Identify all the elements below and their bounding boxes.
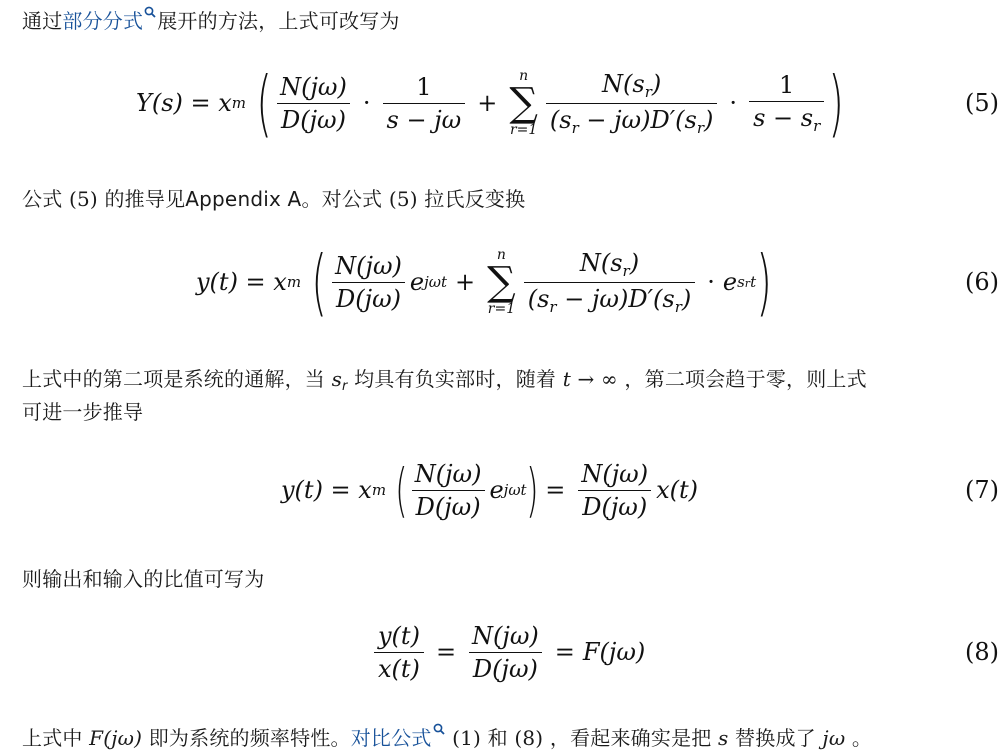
eq5-sum-sym: ∑ xyxy=(509,80,538,126)
eq5-frac2-den: s − jω xyxy=(383,103,466,134)
eq5-frac4-den xyxy=(749,101,824,135)
compare-formula-link[interactable]: 对比公式 xyxy=(350,726,432,750)
eq5-f3-den-a: (s xyxy=(549,105,572,134)
eq7-exp-base: e xyxy=(489,476,504,504)
eq8-equals1: = xyxy=(435,638,457,666)
eq5-frac4 xyxy=(749,71,824,135)
eq5-left-paren: ( xyxy=(256,61,272,145)
eq5-f3-den-end: ) xyxy=(704,105,714,134)
eq7-frac1-den: D(jω) xyxy=(412,490,485,521)
eq5-f4-den-sub: r xyxy=(813,117,821,135)
intro-suffix: 展开的方法，上式可改写为 xyxy=(157,9,400,33)
para2-ref2: (5) xyxy=(388,187,418,211)
para5-f: 替换成了 xyxy=(728,726,823,750)
equation-6 xyxy=(0,236,1007,328)
eq7-frac1-num: N(jω) xyxy=(414,459,482,488)
eq5-frac1-den: D(jω) xyxy=(277,103,350,134)
eq6-e2-exp-sub: r xyxy=(744,277,751,290)
eq6-sum-sym: ∑ xyxy=(487,259,516,305)
eq6-e2-exp-b: t xyxy=(750,273,757,291)
eq6-frac1-den: D(jω) xyxy=(332,282,405,313)
eq5-frac1 xyxy=(276,73,351,134)
eq7-equals: = xyxy=(545,476,566,504)
eq5-f4-den-a: s − s xyxy=(753,104,814,132)
eq6-e2-base: e xyxy=(722,268,738,296)
para5-b: 即为系统的频率特性。 xyxy=(142,726,351,750)
eq6-frac2-num xyxy=(576,249,643,282)
paragraph-general-solution-line2 xyxy=(22,398,143,426)
equation-5 xyxy=(0,58,1007,148)
eq7-left-paren: ( xyxy=(395,456,408,524)
eq6-f3-num-sub: r xyxy=(622,261,630,280)
eq5-sum-bot: r=1 xyxy=(509,122,538,138)
para2-ref1: (5) xyxy=(68,187,98,211)
para3-limit: t → ∞ xyxy=(562,367,618,391)
eq6-sum-top: n xyxy=(496,247,506,263)
eq6-f3-den-end: ) xyxy=(681,284,692,313)
eq5-frac3-num xyxy=(598,70,665,103)
paragraph-frequency xyxy=(22,724,872,752)
para5-g: 。 xyxy=(845,726,873,750)
para4-text: 则输出和输入的比值可写为 xyxy=(22,567,265,591)
eq8-tail: F(jω) xyxy=(582,638,646,666)
paragraph-intro xyxy=(22,7,400,35)
eq6-frac2-den xyxy=(524,282,696,316)
search-icon[interactable] xyxy=(144,8,156,20)
eq6-e2-exp-a: s xyxy=(737,273,745,291)
eq5-lhs: Y(s) = x xyxy=(136,89,232,117)
para2-text1: 公式 xyxy=(22,187,69,211)
eq6-sum xyxy=(487,248,516,316)
partial-fraction-link[interactable]: 部分分式 xyxy=(62,9,144,33)
eq6-f3-den-mid: − jω)D′(s xyxy=(556,284,675,313)
eq6-number: (6) xyxy=(965,268,999,296)
para5-e: ，看起来确实是把 xyxy=(543,726,719,750)
eq7-frac2 xyxy=(577,460,652,521)
para5-d: 和 xyxy=(481,726,515,750)
eq6-e2-exp xyxy=(737,273,756,291)
eq7-frac2-num: N(jω) xyxy=(581,459,649,488)
eq6-right-paren: ) xyxy=(756,240,772,324)
eq6-left-paren: ( xyxy=(311,240,327,324)
eq8-frac1-den: x(t) xyxy=(374,652,424,683)
eq5-f3-num-sub: r xyxy=(644,82,652,101)
eq5-frac4-num: 1 xyxy=(779,71,795,99)
eq5-frac2-num: 1 xyxy=(416,72,432,101)
eq6-exp-base: e xyxy=(409,268,425,296)
eq8-frac2-num: N(jω) xyxy=(472,621,539,650)
eq7-lhs: y(t) = x xyxy=(281,476,372,504)
paragraph-laplace xyxy=(22,185,525,213)
intro-prefix: 通过 xyxy=(22,9,63,33)
para3-line1-a: 上式中的第二项是系统的通解，当 xyxy=(22,367,332,391)
paragraph-general-solution xyxy=(22,365,867,401)
eq5-f3-num-b: ) xyxy=(651,69,662,98)
eq5-plus: + xyxy=(477,89,498,117)
para3-line2: 可进一步推导 xyxy=(22,400,144,424)
eq7-tail: x(t) xyxy=(656,476,698,504)
eq8-frac2-den: D(jω) xyxy=(469,652,542,683)
search-icon[interactable] xyxy=(433,725,445,737)
eq5-sum xyxy=(509,69,538,137)
eq5-frac3-den xyxy=(546,103,718,137)
eq7-frac2-den: D(jω) xyxy=(578,490,651,521)
eq7-exp: jωt xyxy=(503,481,527,499)
eq7-lhs-sub: m xyxy=(371,481,387,499)
para3-line1-b: 均具有负实部时，随着 xyxy=(347,367,563,391)
eq8-equals2: = xyxy=(554,638,575,666)
eq7-number: (7) xyxy=(965,476,999,504)
eq5-dot1: · xyxy=(362,89,371,117)
eq5-frac1-num: N(jω) xyxy=(280,72,347,101)
eq5-dot2: · xyxy=(729,89,738,117)
eq6-sum-bot: r=1 xyxy=(487,301,516,317)
equation-8 xyxy=(0,612,1007,692)
para2-text3: 拉氏反变换 xyxy=(417,187,526,211)
para5-a: 上式中 xyxy=(22,726,90,750)
eq5-right-paren: ) xyxy=(828,61,845,145)
eq6-exp: jωt xyxy=(424,273,448,291)
eq8-number: (8) xyxy=(965,638,999,666)
eq8-frac1 xyxy=(374,622,424,683)
eq5-f3-den-sub2: r xyxy=(696,118,705,137)
para3-line1-c: ，第二项会趋于零，则上式 xyxy=(617,367,867,391)
eq6-f3-den-sub1: r xyxy=(549,297,557,316)
eq5-f3-num-a: N(s xyxy=(602,69,645,98)
eq6-f3-den-a: (s xyxy=(527,284,550,313)
eq6-f3-num-b: ) xyxy=(629,248,640,277)
eq6-lhs: y(t) = x xyxy=(196,268,287,296)
eq7-right-paren: ) xyxy=(525,456,539,524)
para5-fjw: F(jω) xyxy=(89,726,143,750)
eq5-frac2 xyxy=(383,73,466,134)
eq6-frac1-num: N(jω) xyxy=(335,251,402,280)
para5-ref2: (8) xyxy=(514,726,544,750)
eq6-frac1 xyxy=(331,252,406,313)
eq6-lhs-sub: m xyxy=(286,273,302,291)
eq6-plus: + xyxy=(455,268,476,296)
para3-sr: s xyxy=(331,367,343,391)
para5-s: s xyxy=(718,726,729,750)
para5-jw: jω xyxy=(822,726,846,750)
eq5-f3-den-sub1: r xyxy=(571,118,579,137)
eq5-f3-den-mid: − jω)D′(s xyxy=(578,105,697,134)
eq6-f3-num-a: N(s xyxy=(579,248,623,277)
eq5-sum-top: n xyxy=(519,68,529,84)
eq5-frac3 xyxy=(546,70,718,137)
para3-sr-sub: r xyxy=(342,379,348,394)
eq8-frac2 xyxy=(468,622,543,683)
eq5-number: (5) xyxy=(965,89,999,117)
eq6-frac2 xyxy=(524,249,696,316)
eq7-frac1 xyxy=(411,460,486,521)
para2-text2: 的推导见Appendix A。对公式 xyxy=(97,187,389,211)
para5-ref1: (1) xyxy=(452,726,482,750)
eq6-dot: · xyxy=(707,268,715,296)
equation-7 xyxy=(0,450,1007,530)
paragraph-ratio xyxy=(22,565,264,593)
eq8-frac1-num: y(t) xyxy=(378,621,420,650)
eq5-lhs-sub: m xyxy=(231,94,247,112)
eq6-f3-den-sub2: r xyxy=(674,297,682,316)
